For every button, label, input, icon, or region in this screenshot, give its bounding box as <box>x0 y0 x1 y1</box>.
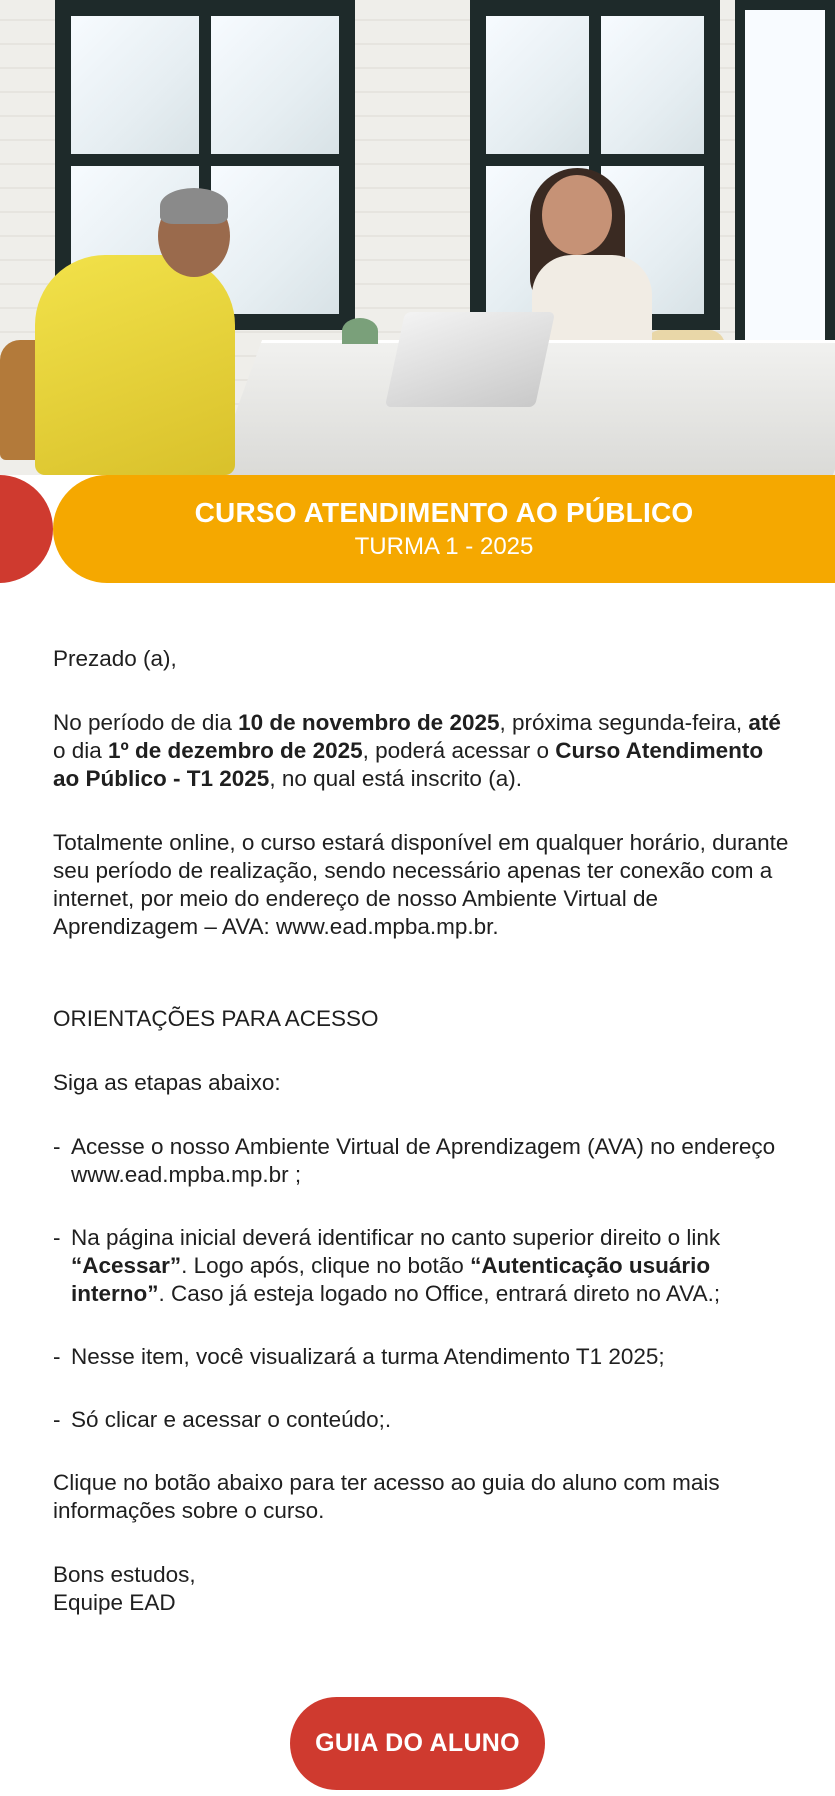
text-span: , no qual está inscrito (a). <box>269 766 522 791</box>
online-paragraph: Totalmente online, o curso estará disponível em qualquer horário, durante seu período de realização, sendo necessário apenas ter conexão com a internet, por meio do endereço de nosso Ambiente Virtual de Aprendizagem – AVA: www.ead.mpba.mp.br. <box>53 830 789 939</box>
period-paragraph <box>53 709 793 793</box>
step-text: Nesse item, você visualizará a turma Atendimento T1 2025; <box>71 1344 665 1369</box>
step-text: Na página inicial deverá identificar no canto superior direito o link <box>71 1225 721 1250</box>
step-text: . Logo após, clique no botão <box>181 1253 471 1278</box>
step-text: . Caso já esteja logado no Office, entrará direto no AVA.; <box>158 1281 721 1306</box>
text-span: o dia <box>53 738 109 763</box>
text-span: , poderá acessar o <box>362 738 556 763</box>
course-subtitle: TURMA 1 - 2025 <box>354 533 534 560</box>
student-guide-button[interactable]: GUIA DO ALUNO <box>290 1697 545 1790</box>
text-span: No período de dia <box>53 710 239 735</box>
bullet-dash: - <box>53 1344 61 1369</box>
list-item <box>53 1224 793 1308</box>
start-date: 10 de novembro de 2025 <box>238 710 500 735</box>
bullet-dash: - <box>53 1225 61 1250</box>
course-name: Curso Atendimento ao Público - T1 2025 <box>53 738 764 791</box>
steps-list <box>53 1133 793 1434</box>
click-note: Clique no botão abaixo para ter acesso ao guia do aluno com mais informações sobre o curso. <box>53 1470 720 1523</box>
banner-red-circle <box>0 475 53 583</box>
hero-laptop <box>385 312 555 407</box>
auth-button-name: “Autenticação usuário interno” <box>71 1253 711 1306</box>
text-span: , próxima segunda-feira, <box>499 710 749 735</box>
hero-plant <box>342 318 378 344</box>
bullet-dash: - <box>53 1407 61 1432</box>
step-text: Acesse o nosso Ambiente Virtual de Aprendizagem (AVA) no endereço www.ead.mpba.mp.br ; <box>71 1134 776 1187</box>
list-item <box>53 1133 793 1189</box>
end-date: 1º de dezembro de 2025 <box>108 738 363 763</box>
signoff <box>53 1561 793 1617</box>
hero-person-right-head <box>542 175 612 255</box>
signoff-line: Bons estudos, <box>53 1562 196 1587</box>
hero-person-left <box>35 255 235 475</box>
acessar-link-name: “Acessar” <box>71 1253 182 1278</box>
email-body <box>53 645 793 1617</box>
orientations-heading: ORIENTAÇÕES PARA ACESSO <box>53 1006 379 1031</box>
list-item <box>53 1343 793 1371</box>
hero-photo <box>0 0 835 475</box>
list-item <box>53 1406 793 1434</box>
bullet-dash: - <box>53 1134 61 1159</box>
step-text: Só clicar e acessar o conteúdo;. <box>71 1407 392 1432</box>
course-title: CURSO ATENDIMENTO AO PÚBLICO <box>194 497 694 528</box>
course-banner <box>53 475 835 583</box>
hero-person-left-hair <box>160 188 228 224</box>
until-word: até <box>748 710 781 735</box>
steps-intro: Siga as etapas abaixo: <box>53 1070 281 1095</box>
hero-window-right <box>735 0 835 380</box>
greeting: Prezado (a), <box>53 646 177 671</box>
team-name: Equipe EAD <box>53 1590 176 1615</box>
